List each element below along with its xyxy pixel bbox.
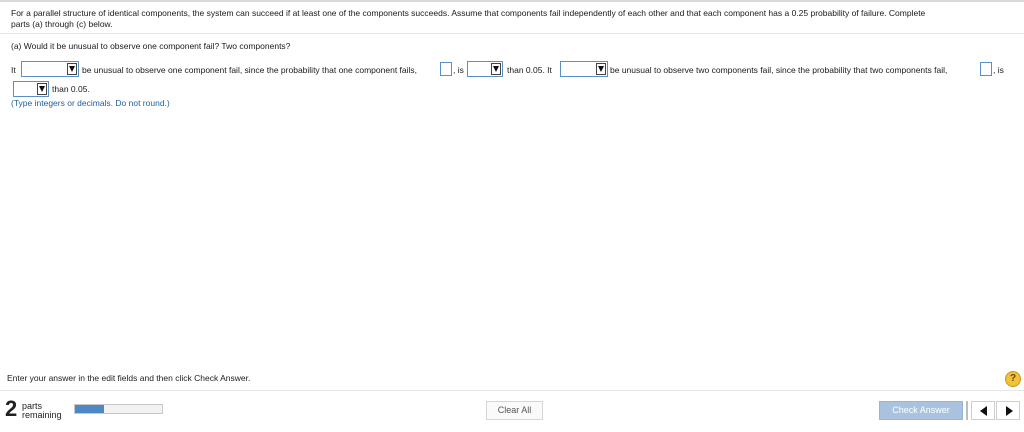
footer-divider [0, 390, 1024, 391]
question-intro [11, 8, 1011, 30]
dropdown-arrow-icon [37, 83, 47, 95]
dropdown-arrow-icon [491, 63, 501, 75]
dropdown-arrow-icon [596, 63, 606, 75]
answer-text-than: than 0.05. [52, 84, 90, 94]
divider [0, 33, 1024, 34]
input-prob-one[interactable] [440, 62, 452, 76]
check-answer-button[interactable]: Check Answer [879, 401, 963, 420]
dropdown-compare-one[interactable] [467, 61, 503, 77]
parts-label: parts [22, 401, 43, 411]
input-prob-two[interactable] [980, 62, 992, 76]
input-hint: (Type integers or decimals. Do not round.) [11, 98, 170, 108]
clear-all-button[interactable]: Clear All [486, 401, 543, 420]
answer-text-two-fail: be unusual to observe two components fail, since the probability that two components fail, [610, 65, 948, 75]
remaining-label: remaining [22, 410, 62, 420]
part-a-prompt: (a) Would it be unusual to observe one component fail? Two components? [11, 41, 291, 51]
intro-line-2: parts (a) through (c) below. [11, 19, 113, 29]
previous-arrow-icon[interactable] [971, 401, 995, 420]
answer-text-is: , is [453, 65, 464, 75]
intro-line-1: For a parallel structure of identical components, the system can succeed if at least one of the components succeeds. Assume that components fail independently of each other and that each component has a 0.25 probability of failure. Complete [11, 8, 926, 18]
dropdown-arrow-icon [67, 63, 77, 75]
help-icon[interactable]: ? [1005, 371, 1021, 387]
answer-row [11, 61, 1021, 79]
answer-text-it: It [11, 65, 16, 75]
parts-progress-bar [74, 404, 163, 414]
dropdown-would-one[interactable] [21, 61, 79, 77]
next-arrow-icon[interactable] [996, 401, 1020, 420]
nav-divider [966, 401, 968, 420]
parts-remaining-count: 2 [5, 396, 18, 421]
answer-text-one-fail: be unusual to observe one component fail, since the probability that one component fails, [82, 65, 418, 75]
answer-text-is: , is [993, 65, 1004, 75]
progress-fill [75, 405, 104, 413]
dropdown-compare-two[interactable] [13, 81, 49, 97]
footer-instruction: Enter your answer in the edit fields and then click Check Answer. [7, 373, 251, 383]
dropdown-would-two[interactable] [560, 61, 608, 77]
top-border [0, 0, 1024, 2]
answer-text-than: than 0.05. It [507, 65, 552, 75]
